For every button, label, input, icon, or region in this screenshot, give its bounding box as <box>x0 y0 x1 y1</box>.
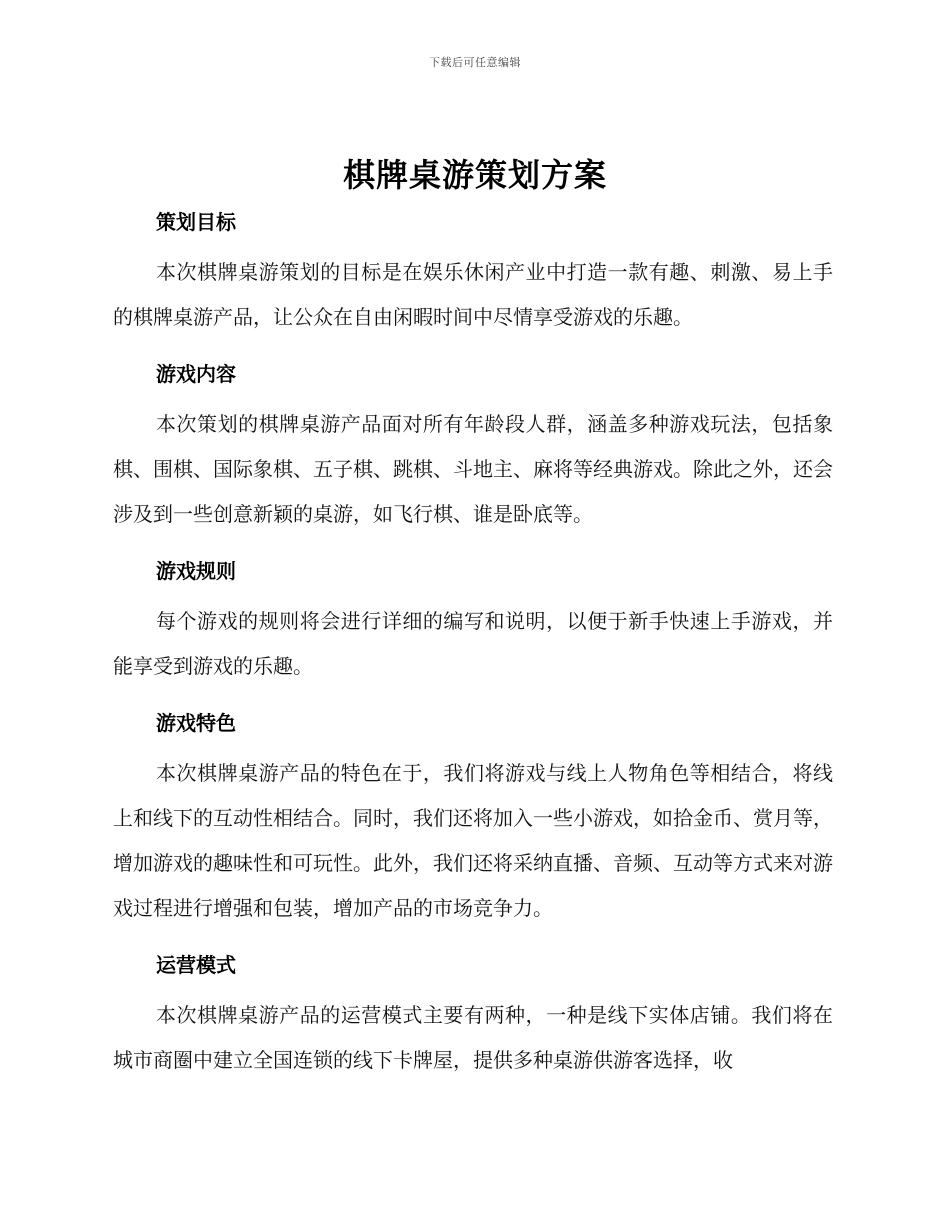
document-title: 棋牌桌游策划方案 <box>342 156 607 194</box>
section-heading-content: 游戏内容 <box>156 362 236 386</box>
header-note: 下载后可任意编辑 <box>429 56 521 69</box>
section-paragraph-operations: 本次棋牌桌游产品的运营模式主要有两种，一种是线下实体店铺。我们将在城市商圈中建立全国连锁的线下卡牌屋，提供多种桌游供游客选择，收 <box>113 1003 833 1072</box>
section-heading-features: 游戏特色 <box>156 711 236 735</box>
section-heading-goal: 策划目标 <box>156 210 236 234</box>
section-heading-operations: 运营模式 <box>156 953 236 977</box>
document-body <box>113 202 833 1097</box>
section-paragraph-rules: 每个游戏的规则将会进行详细的编写和说明，以便于新手快速上手游戏，并能享受到游戏的乐趣。 <box>113 609 833 678</box>
section-heading-rules: 游戏规则 <box>156 559 236 583</box>
section-paragraph-features: 本次棋牌桌游产品的特色在于，我们将游戏与线上人物角色等相结合，将线上和线下的互动性相结合。同时，我们还将加入一些小游戏，如拾金币、赏月等，增加游戏的趣味性和可玩性。此外，我们还将采纳直播、音频、互动等方式来对游戏过程进行增强和包装，增加产品的市场竞争力。 <box>113 761 833 920</box>
section-paragraph-content: 本次策划的棋牌桌游产品面对所有年龄段人群，涵盖多种游戏玩法，包括象棋、围棋、国际象棋、五子棋、跳棋、斗地主、麻将等经典游戏。除此之外，还会涉及到一些创意新颖的桌游，如飞行棋、谁是卧底等。 <box>113 412 833 526</box>
section-paragraph-goal: 本次棋牌桌游策划的目标是在娱乐休闲产业中打造一款有趣、刺激、易上手的棋牌桌游产品，让公众在自由闲暇时间中尽情享受游戏的乐趣。 <box>113 260 833 329</box>
